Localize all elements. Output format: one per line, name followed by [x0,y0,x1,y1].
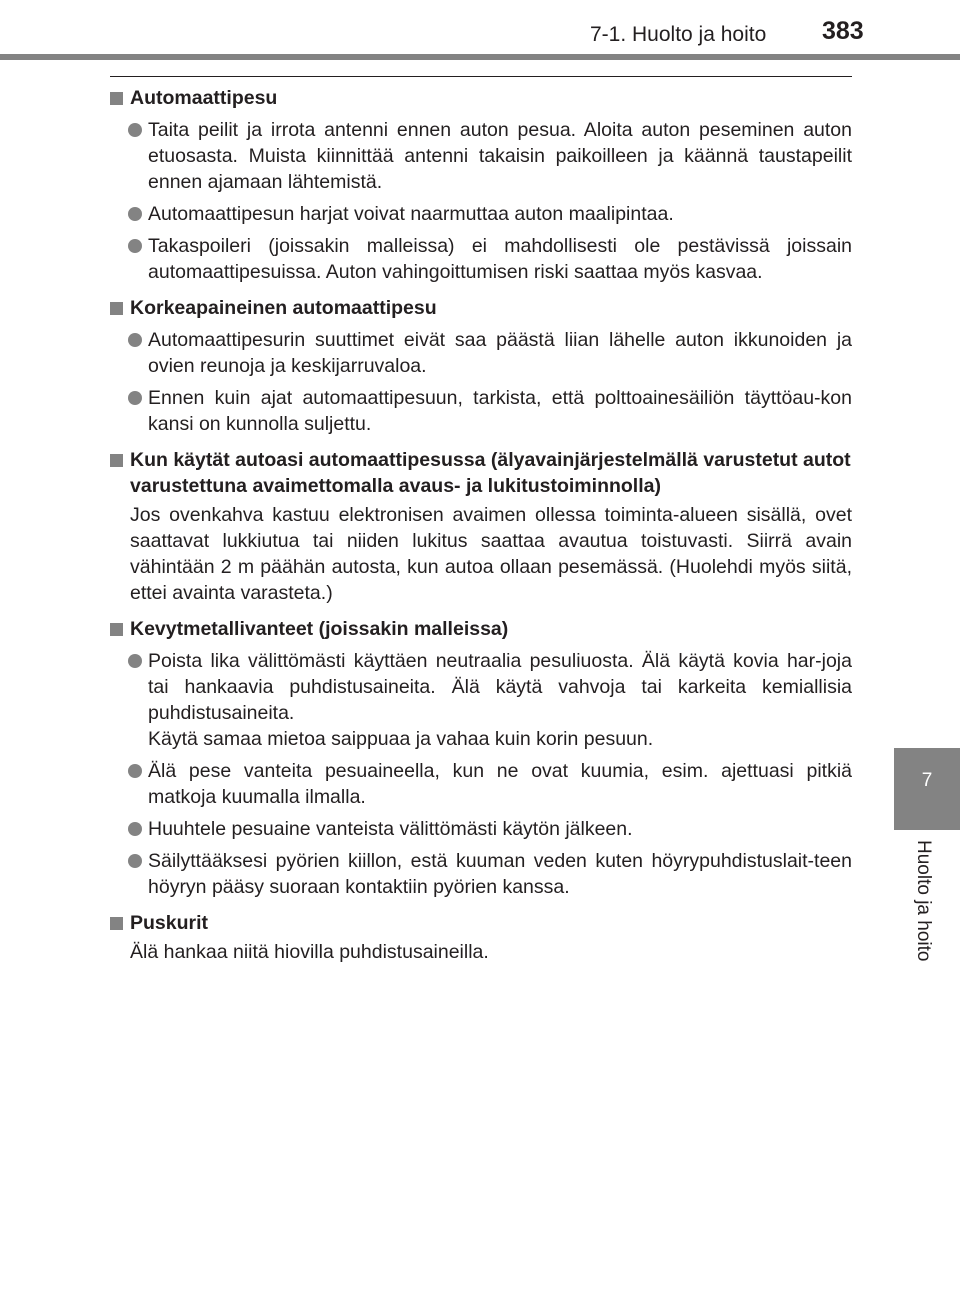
header-rule [0,54,960,60]
list-item [110,117,852,195]
circle-bullet-icon [128,207,142,221]
list-item [110,385,852,437]
page-content [110,85,852,965]
list-item [110,816,852,842]
section-heading [110,447,852,499]
list-item [110,233,852,285]
list-item [110,648,852,752]
item-text-continued: Käytä samaa mietoa saippuaa ja vahaa kuin korin pesuun. [148,728,654,750]
section-title: Kevytmetallivanteet (joissakin malleissa) [130,618,509,640]
circle-bullet-icon [128,123,142,137]
circle-bullet-icon [128,391,142,405]
circle-bullet-icon [128,333,142,347]
square-bullet-icon [110,623,123,636]
content-rule [110,76,852,77]
list-item [110,201,852,227]
section-body: Älä hankaa niitä hiovilla puhdistusaineilla. [130,941,489,963]
item-text: Takaspoileri (joissakin malleissa) ei mahdollisesti ole pestävissä joissain automaattipesuissa. Auton vahingoittumisen riski saattaa myös kasvaa. [148,235,852,283]
section-body: Jos ovenkahva kastuu elektronisen avaimen ollessa toiminta-alueen sisällä, ovet saattavat lukkiutua tai niiden lukitus saattaa avautua toistuvasti. Siirrä avain vähintään 2 m päähän autosta, kun autoa ollaan pesemässä. (Huolehdi myös siitä, ettei avainta varasteta.) [130,504,852,604]
item-text: Huuhtele pesuaine vanteista välittömästi käytön jälkeen. [148,818,633,840]
circle-bullet-icon [128,239,142,253]
item-text: Säilyttääksesi pyörien kiillon, estä kuuman veden kuten höyrypuhdistuslait-teen höyryn pääsy suoraan kontaktiin pyörien kanssa. [148,850,852,898]
chapter-label: Huolto ja hoito [913,840,934,962]
section-heading [110,85,852,111]
section-heading [110,910,852,936]
circle-bullet-icon [128,654,142,668]
item-text: Älä pese vanteita pesuaineella, kun ne ovat kuumia, esim. ajettuasi pitkiä matkoja kuumalla ilmalla. [148,760,852,808]
item-text: Automaattipesurin suuttimet eivät saa päästä liian lähelle auton ikkunoiden ja ovien reunoja ja keskijarruvaloa. [148,329,852,377]
chapter-tab [894,748,960,830]
item-text: Poista lika välittömästi käyttäen neutraalia pesuliuosta. Älä käytä kovia har-joja tai hankaavia puhdistusaineita. Älä käytä vahvoja tai karkeita kemiallisia puhdistusaineita. [148,650,852,724]
list-item [110,848,852,900]
page-number: 383 [822,17,864,45]
section-title: Automaattipesu [130,87,278,109]
section-title: Kun käytät autoasi automaattipesussa (älyavainjärjestelmällä varustetut autot varustettuna avaimettomalla avaus- ja lukitustoiminnolla) [130,449,851,497]
circle-bullet-icon [128,764,142,778]
chapter-number: 7 [921,770,933,791]
section-title: Korkeapaineinen automaattipesu [130,297,437,319]
list-item [110,327,852,379]
item-text: Taita peilit ja irrota antenni ennen auton pesua. Aloita auton peseminen auton etuosasta. Muista kiinnittää antenni takaisin paikoilleen ja käännä taustapeilit ennen ajamaan lähtemistä. [148,119,852,193]
circle-bullet-icon [128,822,142,836]
section-title: Puskurit [130,912,209,934]
item-text: Automaattipesun harjat voivat naarmuttaa auton maalipintaa. [148,203,674,225]
square-bullet-icon [110,454,123,467]
circle-bullet-icon [128,854,142,868]
item-text: Ennen kuin ajat automaattipesuun, tarkista, että polttoainesäiliön täyttöau-kon kansi on kunnolla suljettu. [148,387,852,435]
square-bullet-icon [110,92,123,105]
section-heading [110,295,852,321]
square-bullet-icon [110,917,123,930]
section-heading [110,616,852,642]
list-item [110,758,852,810]
section-header: 7-1. Huolto ja hoito [590,23,767,46]
square-bullet-icon [110,302,123,315]
